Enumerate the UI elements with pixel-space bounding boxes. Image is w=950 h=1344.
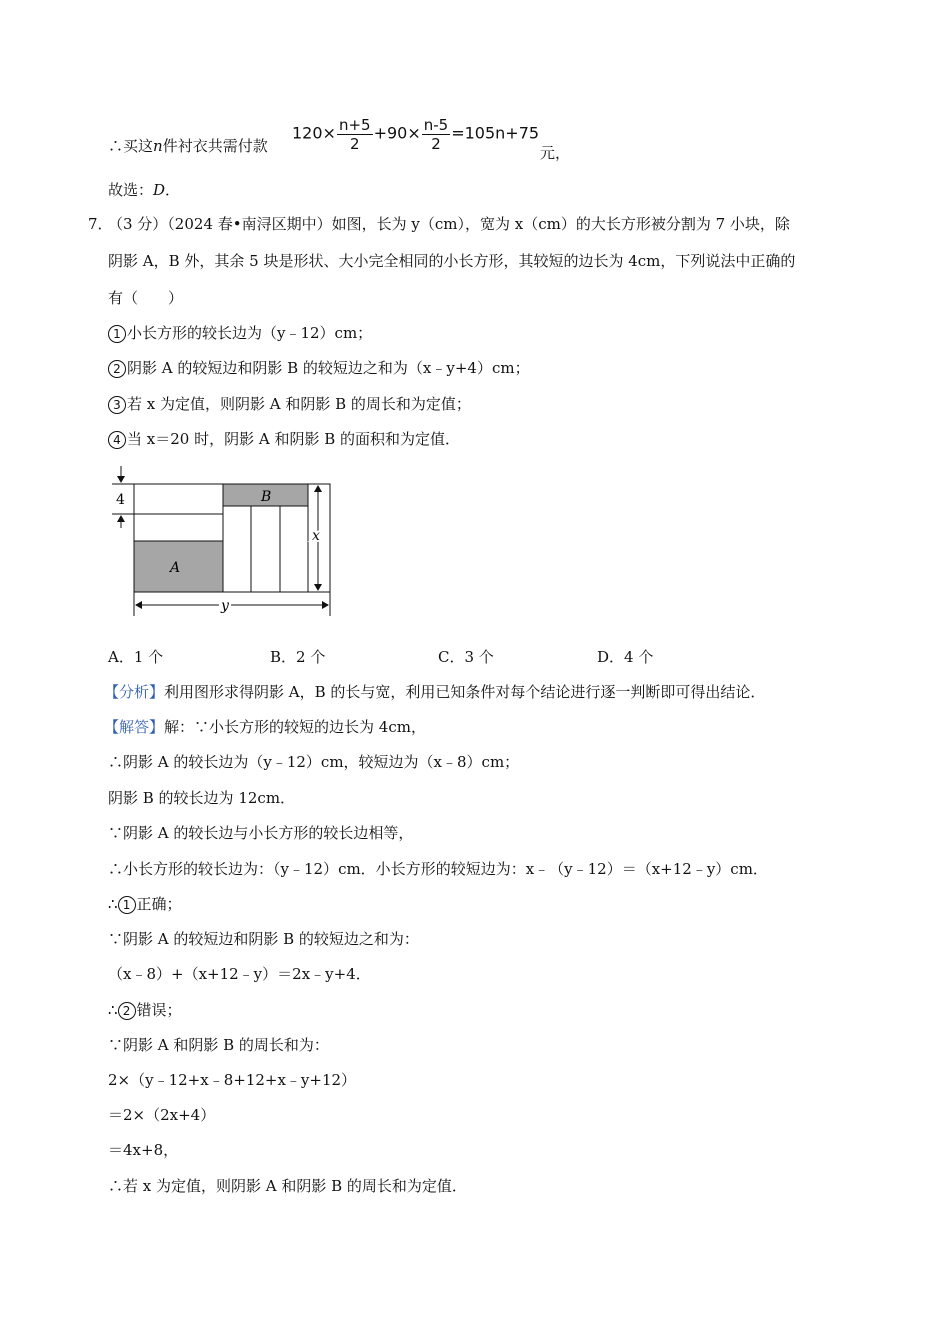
denominator: 2 bbox=[431, 135, 441, 153]
label-b: B bbox=[261, 489, 272, 505]
label-a: A bbox=[170, 560, 181, 576]
circled-number: 1 bbox=[118, 896, 136, 914]
option-a[interactable]: A．1 个 bbox=[108, 648, 164, 666]
total-cost-line bbox=[108, 136, 268, 156]
option-b[interactable]: B．2 个 bbox=[270, 648, 326, 666]
numerator: n+5 bbox=[338, 116, 371, 134]
unit-yuan: 元， bbox=[540, 144, 571, 162]
solution-step bbox=[108, 1000, 182, 1020]
solution-step: ∵阴影 A 和阴影 B 的周长和为： bbox=[108, 1036, 329, 1054]
text: ∴ bbox=[108, 1001, 118, 1019]
answer-line bbox=[104, 717, 426, 737]
solution-step: ∴小长方形的较长边为：（y﹣12）cm．小长方形的较短边为：x﹣（y﹣12）＝（x+12﹣y）cm． bbox=[108, 860, 768, 878]
fraction-1 bbox=[337, 116, 373, 153]
arrowhead bbox=[314, 485, 322, 492]
text: 错误； bbox=[136, 1001, 182, 1019]
solution-step: （x﹣8）+（x+12﹣y）＝2x﹣y+4． bbox=[108, 965, 371, 983]
numerator: n-5 bbox=[423, 116, 449, 134]
solution-step: ∴阴影 A 的较长边为（y﹣12）cm，较短边为（x﹣8）cm； bbox=[108, 753, 520, 771]
circled-number: 2 bbox=[118, 1002, 136, 1020]
arrowhead bbox=[135, 601, 142, 609]
label-4: 4 bbox=[116, 492, 125, 508]
rectangle-figure bbox=[108, 464, 338, 619]
question-line-1: （3 分）（2024 春•南浔区期中）如图，长为 y（cm），宽为 x（cm）的大长方形被分割为 7 小块，除 bbox=[108, 215, 790, 233]
statement-3 bbox=[108, 394, 471, 414]
solution-step: 阴影 B 的较长边为 12cm． bbox=[108, 789, 296, 807]
solution-step: 2×（y﹣12+x﹣8+12+x﹣y+12） bbox=[108, 1071, 357, 1089]
solution-step bbox=[108, 894, 182, 914]
text: 若 x 为定值，则阴影 A 和阴影 B 的周长和为定值； bbox=[127, 395, 471, 413]
option-d[interactable]: D．4 个 bbox=[597, 648, 654, 666]
denominator: 2 bbox=[349, 135, 360, 153]
circled-number: 3 bbox=[108, 396, 126, 414]
text: ∴ bbox=[108, 895, 118, 913]
text: 小长方形的较长边为（y﹣12）cm； bbox=[127, 324, 373, 342]
solution-step: ∵阴影 A 的较长边与小长方形的较长边相等， bbox=[108, 824, 414, 842]
circled-number: 4 bbox=[108, 431, 126, 449]
arrowhead bbox=[117, 515, 125, 522]
solution-step: ∴若 x 为定值，则阴影 A 和阴影 B 的周长和为定值． bbox=[108, 1177, 467, 1195]
text: 利用图形求得阴影 A，B 的长与宽，利用已知条件对每个结论进行逐一判断即可得出结论． bbox=[164, 683, 766, 701]
statement-1 bbox=[108, 323, 372, 343]
statement-4 bbox=[108, 429, 460, 449]
arrowhead bbox=[117, 476, 125, 483]
answer-tag: 【解答】 bbox=[104, 718, 165, 736]
answer-letter: D bbox=[153, 181, 166, 199]
analysis-line bbox=[104, 682, 765, 702]
solution-step: ＝4x+8， bbox=[108, 1141, 179, 1159]
text: 件衬衣共需付款 bbox=[162, 137, 268, 155]
analysis-tag: 【分析】 bbox=[104, 683, 165, 701]
solution-step: ∵阴影 A 的较短边和阴影 B 的较短边之和为： bbox=[108, 930, 419, 948]
choice-line bbox=[108, 180, 180, 200]
text: ． bbox=[165, 181, 181, 199]
question-number: 7． bbox=[88, 215, 113, 233]
label-x: x bbox=[312, 528, 320, 544]
text: 当 x＝20 时，阴影 A 和阴影 B 的面积和为定值． bbox=[127, 430, 461, 448]
solution-step: ＝2×（2x+4） bbox=[108, 1106, 216, 1124]
label-y: y bbox=[221, 598, 229, 614]
circled-number: 2 bbox=[108, 360, 126, 378]
text: 正确； bbox=[136, 895, 182, 913]
text: 解：∵小长方形的较短的边长为 4cm， bbox=[164, 718, 426, 736]
arrowhead bbox=[314, 584, 322, 591]
statement-2 bbox=[108, 358, 530, 378]
text: 阴影 A 的较短边和阴影 B 的较短边之和为（x﹣y+4）cm； bbox=[127, 359, 530, 377]
formula-part: 120× bbox=[292, 123, 336, 143]
formula-part: =105n+75 bbox=[451, 123, 540, 143]
text: ∴买这 bbox=[108, 137, 154, 155]
formula-part: +90× bbox=[373, 123, 421, 143]
question-line-2: 阴影 A，B 外，其余 5 块是形状、大小完全相同的小长方形，其较短的边长为 4cm，下列说法中正确的 bbox=[108, 252, 796, 270]
text: 故选： bbox=[108, 181, 154, 199]
circled-number: 1 bbox=[108, 325, 126, 343]
cost-formula bbox=[292, 116, 539, 153]
option-c[interactable]: C．3 个 bbox=[438, 648, 494, 666]
var-n: n bbox=[153, 137, 163, 155]
fraction-2 bbox=[422, 116, 450, 153]
question-line-3: 有（ ） bbox=[108, 289, 184, 307]
arrowhead bbox=[322, 601, 329, 609]
